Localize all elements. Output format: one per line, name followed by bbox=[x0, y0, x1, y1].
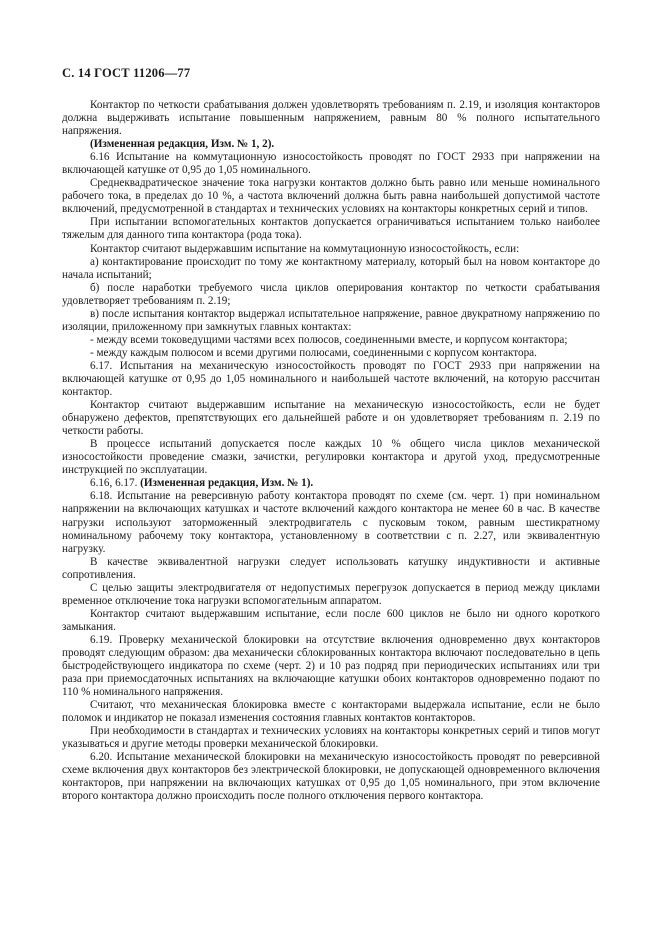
clause-reference: 6.16, 6.17. bbox=[90, 477, 138, 490]
amendment-bold: (Измененная редакция, Изм. № 1). bbox=[140, 477, 314, 490]
paragraph: 6.17. Испытания на механическую износостойкость проводят по ГОСТ 2933 при напряжении на включающей катушке от 0,95 до 1,05 номинального и наибольшей частоте включений, на которую рассчитан контактор. bbox=[62, 359, 600, 399]
paragraph: 6.16 Испытание на коммутационную износостойкость проводят по ГОСТ 2933 при напряжении на включающей катушке от 0,95 до 1,05 номинального. bbox=[62, 151, 600, 177]
amendment-note: (Измененная редакция, Изм. № 1, 2). bbox=[90, 138, 275, 151]
paragraph: Считают, что механическая блокировка вместе с контакторами выдержала испытание, если не было поломок и индикатор не показал изменения состояния главных контактов контакторов. bbox=[62, 699, 600, 725]
paragraph: Контактор по четкости срабатывания должен удовлетворять требованиям п. 2.19, и изоляция контакторов должна выдерживать испытание повышенным напряжением, равным 80 % полного испытательного напряжения. bbox=[62, 99, 600, 138]
paragraph: При необходимости в стандартах и технических условиях на контакторы конкретных серий и типов могут указываться и другие методы проверки механической блокировки. bbox=[62, 725, 600, 751]
paragraph: 6.20. Испытание механической блокировки на механическую износостойкость проводят по реверсивной схеме включения двух контакторов без электрической блокировки, не допускающей одновременного включения контакторов, при напряжении на включающих катушках от 0,95 до 1,05 номинального, при этом включение второго контактора должно происходить после полного отключения первого контактора. bbox=[62, 751, 600, 803]
paragraph: Контактор считают выдержавшим испытание на механическую износостойкость, если не будет обнаружено дефектов, препятствующих его дальнейшей работе и он удовлетворяет требованиям п. 2.19 по четкости работы. bbox=[62, 399, 600, 438]
paragraph: Контактор считают выдержавшим испытание на коммутационную износостойкость, если: bbox=[90, 242, 520, 255]
paragraph: Контактор считают выдержавшим испытание, если после 600 циклов не было ни одного короткого замыкания. bbox=[62, 607, 600, 633]
paragraph: 6.18. Испытание на реверсивную работу контактора проводят по схеме (см. черт. 1) при номинальном напряжении на включающих катушках и частоте включений каждого контактора не менее 60 в час. В качестве нагрузки используют заторможенный электродвигатель с пусковым током, равным шестикратному номинальному рабочему току контактора, установленному в соответствии с п. 2.27, или эквивалентную нагрузку. bbox=[62, 490, 600, 555]
list-item: б) после наработки требуемого числа циклов оперирования контактор по четкости срабатывания удовлетворяет требованиям п. 2.19; bbox=[62, 281, 600, 307]
paragraph: В качестве эквивалентной нагрузки следует использовать катушку индуктивности и активные сопротивления. bbox=[62, 555, 600, 581]
paragraph: 6.19. Проверку механической блокировки на отсутствие включения одновременно двух контакторов проводят следующим образом: два механически сблокированных контактора включают последовательно в цепь быстродействующего индикатора по схеме (черт. 2) и 10 раз подряд при периодических испытаниях или три раза при приемосдаточных испытаниях на включающие катушки обоих контакторов одновременно подают по 110 % номинального напряжения. bbox=[62, 633, 600, 699]
list-item: а) контактирование происходит по тому же контактному материалу, который был на новом контакторе до начала испытаний; bbox=[62, 255, 600, 281]
list-item: - между каждым полюсом и всеми другими полюсами, соединенными с корпусом контактора. bbox=[90, 346, 537, 359]
document-body bbox=[62, 99, 600, 804]
paragraph: С целью защиты электродвигателя от недопустимых перегрузок допускается в период между циклами временное отключение тока нагрузки вспомогательным аппаратом. bbox=[62, 581, 600, 607]
list-item: в) после испытания контактор выдержал испытательное напряжение, равное двукратному напряжению по изоляции, приложенному при замкнутых главных контактах: bbox=[62, 307, 600, 333]
paragraph: При испытании вспомогательных контактов допускается ограничиваться испытанием только наиболее тяжелым для данного типа контактора (рода тока). bbox=[62, 216, 600, 242]
amendment-note bbox=[62, 477, 600, 490]
paragraph: Среднеквадратическое значение тока нагрузки контактов должно быть равно или меньше номинального рабочего тока, в пределах до 10 %, а частота включений должна быть равна наибольшей допустимой частоте включений, предусмотренной в стандартах и технических условиях на контакторы конкретных серий и типов. bbox=[62, 177, 600, 216]
list-item: - между всеми токоведущими частями всех полюсов, соединенными вместе, и корпусом контактора; bbox=[90, 333, 568, 346]
page-header: С. 14 ГОСТ 11206—77 bbox=[62, 66, 191, 80]
paragraph: В процессе испытаний допускается после каждых 10 % общего числа циклов механической износостойкости проведение смазки, зачистки, регулировки контактора и другой уход, предусмотренные инструкцией по эксплуатации. bbox=[62, 438, 600, 477]
